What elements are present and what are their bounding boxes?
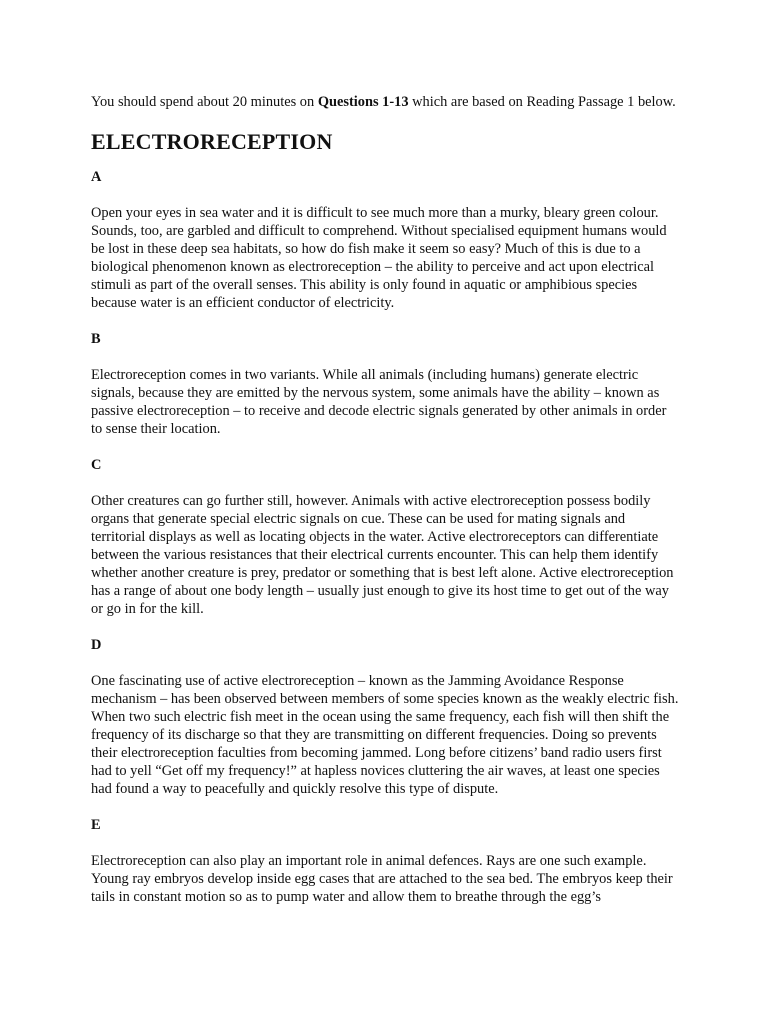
paragraph-text: Open your eyes in sea water and it is difficult to see much more than a murky, bleary green colour. Sounds, too, are garbled and difficult to comprehend. Without specialised equipment humans would be lost in these deep sea habitats, so how do fish make it seem so easy? Much of this is due to a biological phenomenon known as electroreception – the ability to perceive and act upon electrical stimuli as part of the overall senses. This ability is only found in aquatic or amphibious species because water is an efficient conductor of electricity. [91, 205, 667, 311]
paragraph-text: Electroreception comes in two variants. While all animals (including humans) generate electric signals, because they are emitted by the nervous system, some animals have the ability – known as passive electroreception – to receive and decode electric signals generated by other animals in order to sense their location. [91, 367, 667, 437]
section-letter: E [91, 817, 101, 833]
section-letter: D [91, 637, 102, 653]
section-paragraph [91, 366, 681, 438]
section-a [91, 168, 681, 312]
section-paragraph [91, 204, 681, 312]
reading-passage [91, 93, 681, 924]
instructions-suffix: which are based on Reading Passage 1 below. [408, 94, 676, 110]
section-e [91, 816, 681, 906]
section-paragraph [91, 492, 681, 618]
section-paragraph [91, 852, 681, 906]
section-paragraph [91, 672, 681, 798]
section-letter: A [91, 169, 102, 185]
section-d [91, 636, 681, 798]
instructions-prefix: You should spend about 20 minutes on [91, 94, 318, 110]
section-b [91, 330, 681, 438]
section-letter: B [91, 331, 101, 347]
instructions-questions: Questions 1-13 [317, 94, 409, 110]
section-letter: C [91, 457, 102, 473]
instructions-text [91, 93, 681, 111]
paragraph-text: Other creatures can go further still, however. Animals with active electroreception possess bodily organs that generate special electric signals on cue. These can be used for mating signals and territorial displays as well as locating objects in the water. Active electroreceptors can differentiate between the various resistances that their electrical currents encounter. This can help them identify whether another creature is prey, predator or something that is best left alone. Active electroreception has a range of about one body length – usually just enough to give its host time to get out of the way or go in for the kill. [91, 493, 674, 617]
section-c [91, 456, 681, 618]
passage-title: ELECTRORECEPTION [91, 129, 333, 154]
paragraph-text: Electroreception can also play an important role in animal defences. Rays are one such example. Young ray embryos develop inside egg cases that are attached to the sea bed. The embryos keep their tails in constant motion so as to pump water and allow them to breathe through the egg’s [91, 853, 673, 905]
paragraph-text: One fascinating use of active electroreception – known as the Jamming Avoidance Response mechanism – has been observed between members of some species known as the weakly electric fish. When two such electric fish meet in the ocean using the same frequency, each fish will then shift the frequency of its discharge so that they are transmitting on different frequencies. Doing so prevents their electroreception faculties from becoming jammed. Long before citizens’ band radio users first had to yell “Get off my frequency!” at hapless novices cluttering the air waves, at least one species had found a way to peacefully and quickly resolve this type of dispute. [91, 673, 679, 797]
